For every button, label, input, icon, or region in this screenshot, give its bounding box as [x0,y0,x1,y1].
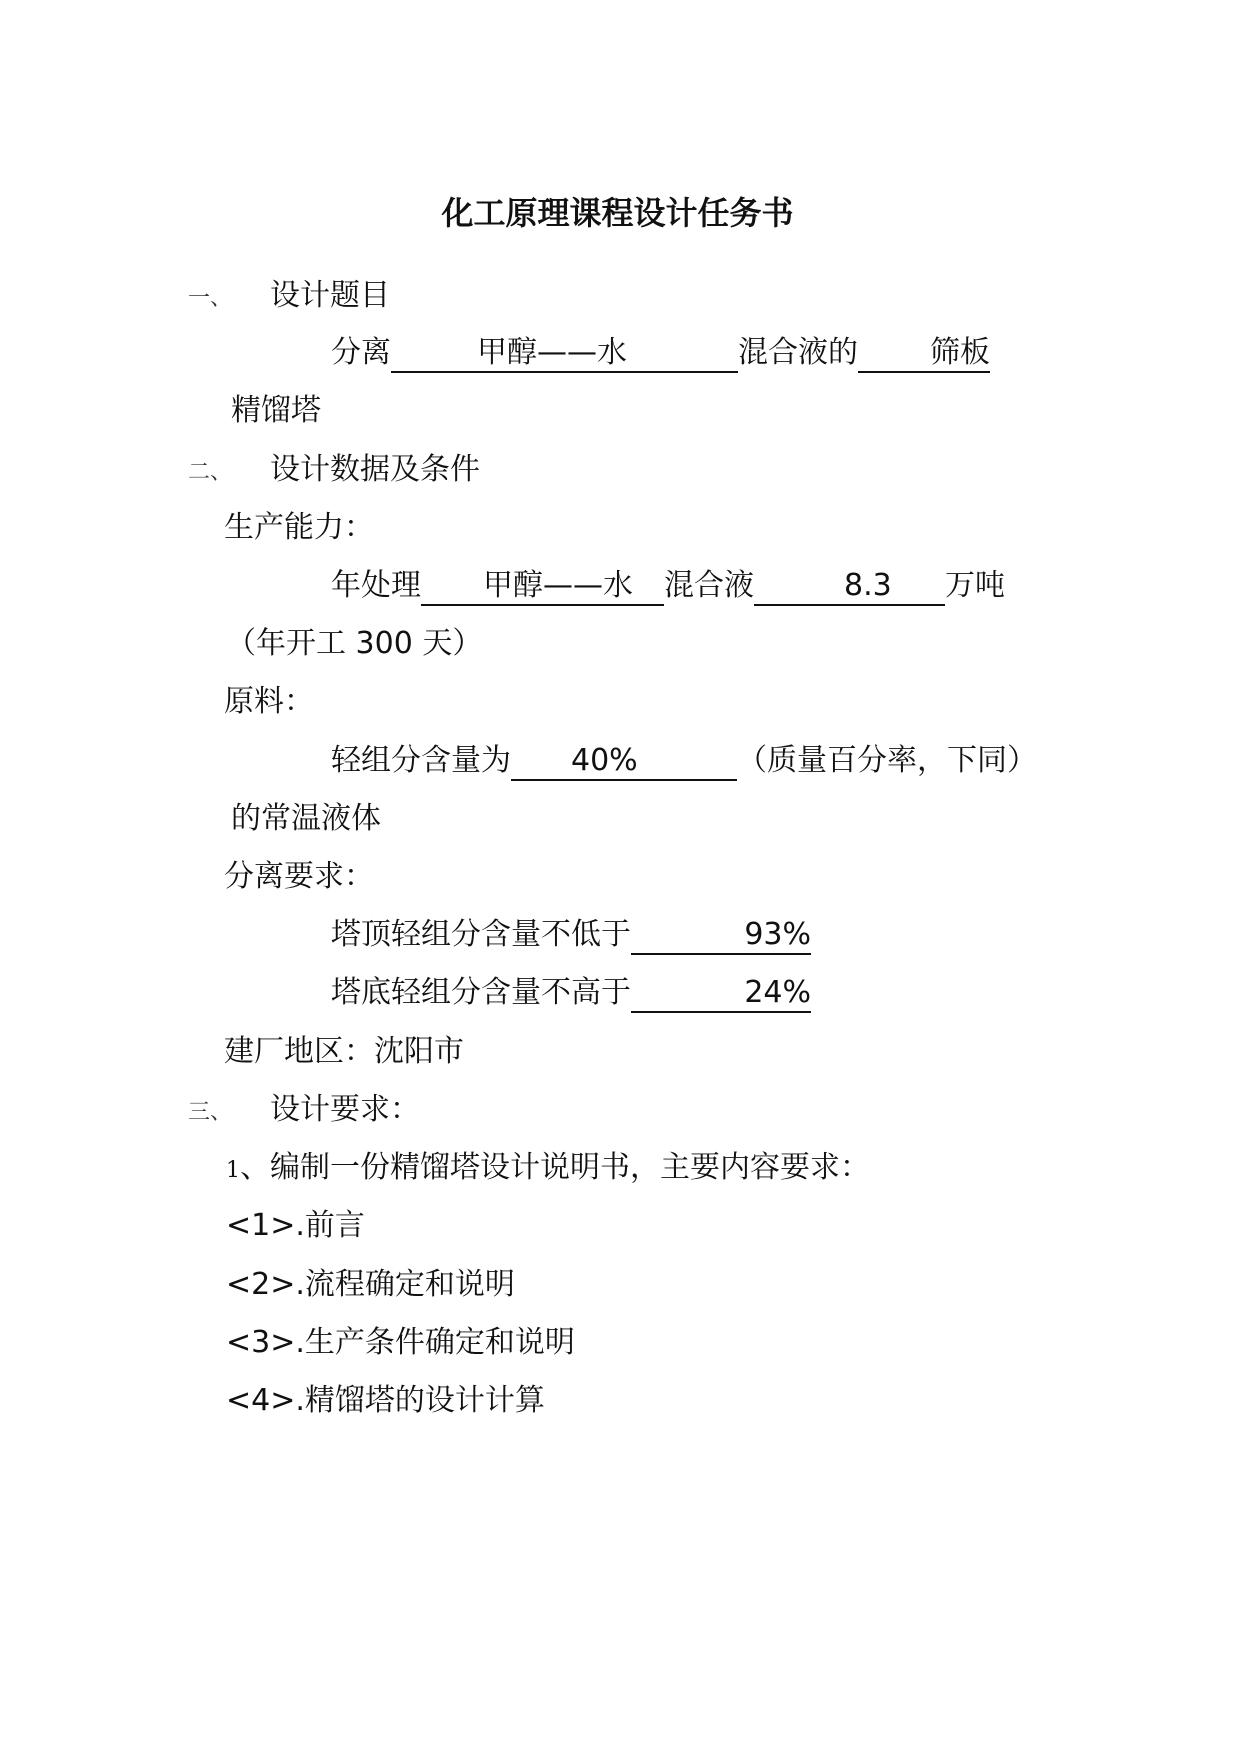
capacity-value: 8.3 [844,568,892,603]
bottom-purity-blank [631,975,811,1013]
mixture-value: 甲醇——水 [477,335,627,370]
feed-line [331,741,1037,781]
section-2-heading [188,450,480,490]
feed-value-blank [511,743,737,781]
topic-continuation: 精馏塔 [231,393,321,428]
column-type-value: 筛板 [930,335,990,370]
feed-suffix: （质量百分率，下同） [737,743,1037,778]
feed-value: 40% [571,743,638,778]
top-purity-blank [631,917,811,955]
capacity-unit: 万吨 [945,568,1005,603]
top-purity-value: 93% [744,917,811,952]
section-2-title: 设计数据及条件 [270,452,480,487]
capacity-label: 生产能力： [224,510,374,545]
capacity-mixture-value: 甲醇——水 [483,568,633,603]
requirement-item-1 [226,1148,870,1188]
capacity-value-blank [754,568,945,606]
sub-item: <2>.流程确定和说明 [226,1267,515,1302]
section-1-heading [188,276,390,316]
plant-site: 建厂地区：沈阳市 [224,1034,464,1069]
section-2-number: 二、 [188,460,233,485]
sub-item: <4>.精馏塔的设计计算 [226,1383,545,1418]
design-topic-line [331,333,990,373]
capacity-mid: 混合液 [664,568,754,603]
bottom-purity-value: 24% [744,975,811,1010]
bottom-purity-line [331,973,811,1013]
section-1-title: 设计题目 [270,278,390,313]
bottom-purity-label: 塔底轻组分含量不高于 [331,975,631,1010]
mixture-blank [391,335,738,373]
top-purity-label: 塔顶轻组分含量不低于 [331,917,631,952]
capacity-note: （年开工 300 天） [226,626,483,661]
section-3-number: 三、 [188,1100,233,1125]
capacity-prefix: 年处理 [331,568,421,603]
section-1-number: 一、 [188,286,233,311]
section-3-title: 设计要求： [270,1092,420,1127]
capacity-mixture-blank [421,568,664,606]
feed-continuation: 的常温液体 [231,801,381,836]
topic-mid: 混合液的 [738,335,858,370]
separation-label: 分离要求： [224,859,374,894]
requirement-item-number: 1 [226,1158,240,1183]
column-type-blank [858,335,990,373]
feed-prefix: 轻组分含量为 [331,743,511,778]
top-purity-line [331,915,811,955]
sub-item: <3>.生产条件确定和说明 [226,1325,575,1360]
topic-prefix: 分离 [331,335,391,370]
feed-label: 原料： [224,684,314,719]
capacity-line [331,566,1005,606]
sub-item: <1>.前言 [226,1208,365,1243]
requirement-item-text: 、编制一份精馏塔设计说明书，主要内容要求： [240,1150,870,1185]
section-3-heading [188,1090,420,1130]
document-title: 化工原理课程设计任务书 [441,194,794,232]
